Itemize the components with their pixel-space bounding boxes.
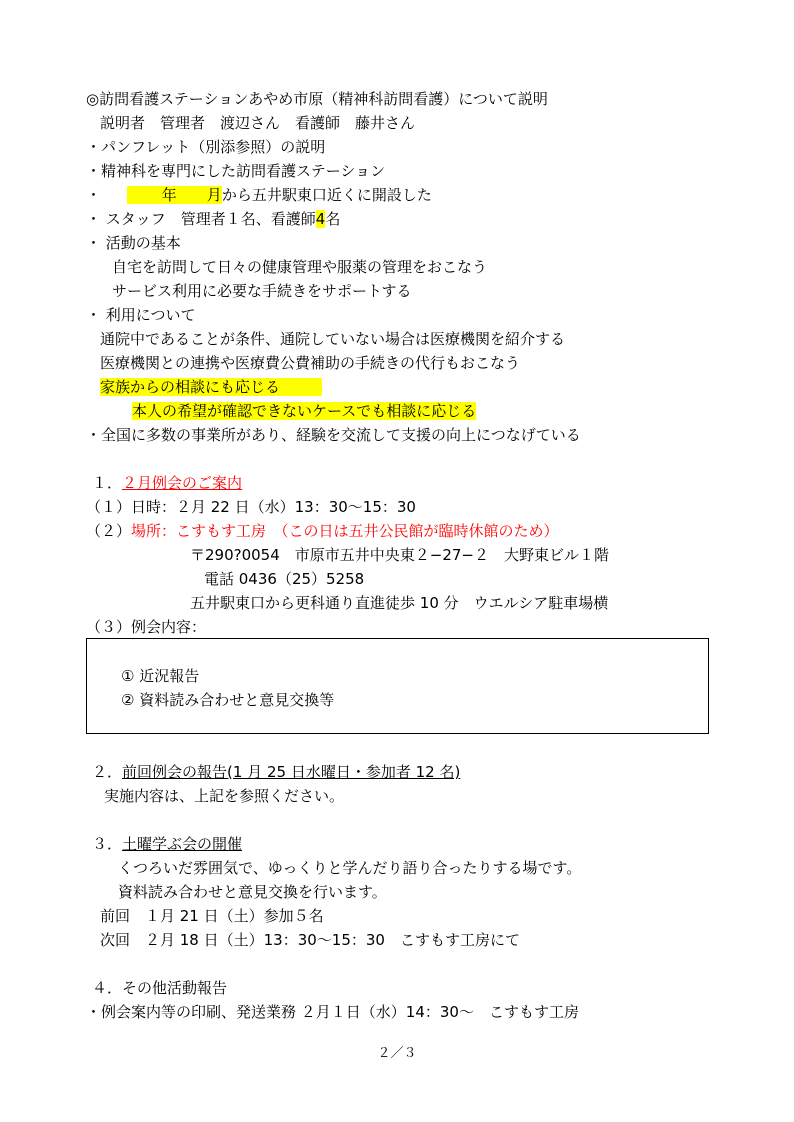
section3-heading	[92, 834, 242, 854]
blank-year: 年	[127, 186, 177, 204]
section1-number: １．	[92, 474, 123, 492]
bullet-pamphlet: ・パンフレット（別添参照）の説明	[86, 138, 326, 156]
usage-line1: 通院中であることが条件、通院していない場合は医療機関を紹介する	[100, 330, 566, 348]
content-item-2: ② 資料読み合わせと意見交換等	[121, 691, 335, 709]
meeting-place	[86, 521, 559, 541]
usage-line3-text: 家族からの相談にも応じる	[100, 378, 322, 396]
section4-line1: ・例会案内等の印刷、発送業務 ２月１日（水）14：30～ こすもす工房	[86, 1003, 579, 1021]
section4-heading	[92, 978, 227, 998]
meeting-datetime: （１）日時：２月 22 日（水）13：30～15：30	[86, 498, 416, 516]
section2-number: ２．	[92, 763, 123, 781]
section3-prev: 前回 １月 21 日（土）参加５名	[100, 907, 324, 925]
bullet-staff	[86, 209, 340, 229]
section3-number: ３．	[92, 835, 123, 853]
opened-text: から五井駅東口近くに開設した	[221, 186, 432, 204]
section2-body: 実施内容は、上記を参照ください。	[104, 787, 345, 805]
usage-line3	[100, 377, 322, 397]
place-number: （２）	[86, 522, 132, 540]
page-number: ２／３	[377, 1046, 417, 1061]
meeting-address: 〒290?0054 市原市五井中央東２−27−２ 大野東ビル１階	[190, 546, 609, 564]
nurse-count: 4	[315, 210, 326, 228]
section3-line1: くつろいだ雰囲気で、ゆっくりと学んだり語り合ったりする場です。	[118, 859, 582, 877]
section1-title: ２月例会のご案内	[122, 474, 243, 492]
section4-title: その他活動報告	[122, 979, 228, 997]
section3-title: 土曜学ぶ会の開催	[122, 835, 243, 853]
section2-detail: (1 月 25 日水曜日・参加者 12 名)	[227, 763, 461, 781]
bullet-usage: ・ 利用について	[86, 306, 196, 324]
bullet-opened	[86, 185, 432, 205]
bullet-nationwide: ・全国に多数の事業所があり、経験を交流して支援の向上につなげている	[86, 426, 581, 444]
place-label: 場所：こすもす工房 （この日は五井公民館が臨時休館のため）	[131, 522, 559, 540]
meeting-content-label: （３）例会内容：	[86, 618, 207, 636]
section4-number: ４．	[92, 979, 123, 997]
bullet-psychiatric: ・精神科を専門にした訪問看護ステーション	[86, 162, 386, 180]
section3-next: 次回 ２月 18 日（土）13：30～15：30 こすもす工房にて	[100, 931, 520, 949]
bullet-prefix: ・	[86, 186, 102, 204]
staff-suffix: 名	[325, 210, 341, 228]
activity-line2: サービス利用に必要な手続きをサポートする	[112, 282, 412, 300]
section2-title: 前回例会の報告	[122, 763, 228, 781]
section1-heading	[92, 473, 242, 493]
activity-line1: 自宅を訪問して日々の健康管理や服薬の管理をおこなう	[112, 258, 488, 276]
section3-line2: 資料読み合わせと意見交換を行います。	[118, 883, 387, 901]
meeting-phone: 電話 0436（25）5258	[204, 570, 365, 588]
staff-text: ・ スタッフ 管理者１名、看護師	[86, 210, 316, 228]
usage-line4	[132, 401, 476, 421]
meeting-content-box	[86, 638, 709, 734]
usage-line2: 医療機関との連携や医療費公費補助の手続きの代行もおこなう	[100, 354, 521, 372]
presenters: 説明者 管理者 渡辺さん 看護師 藤井さん	[100, 114, 416, 132]
bullet-activity: ・ 活動の基本	[86, 234, 181, 252]
meeting-access: 五井駅東口から更科通り直進徒歩 10 分 ウエルシア駐車場横	[190, 594, 609, 612]
content-item-1: ① 近況報告	[121, 667, 200, 685]
section0-title: ◎訪問看護ステーションあやめ市原（精神科訪問看護）について説明	[86, 90, 548, 108]
section2-heading	[92, 762, 460, 782]
usage-line4-text: 本人の希望が確認できないケースでも相談に応じる	[132, 402, 477, 420]
blank-month: 月	[176, 186, 222, 204]
